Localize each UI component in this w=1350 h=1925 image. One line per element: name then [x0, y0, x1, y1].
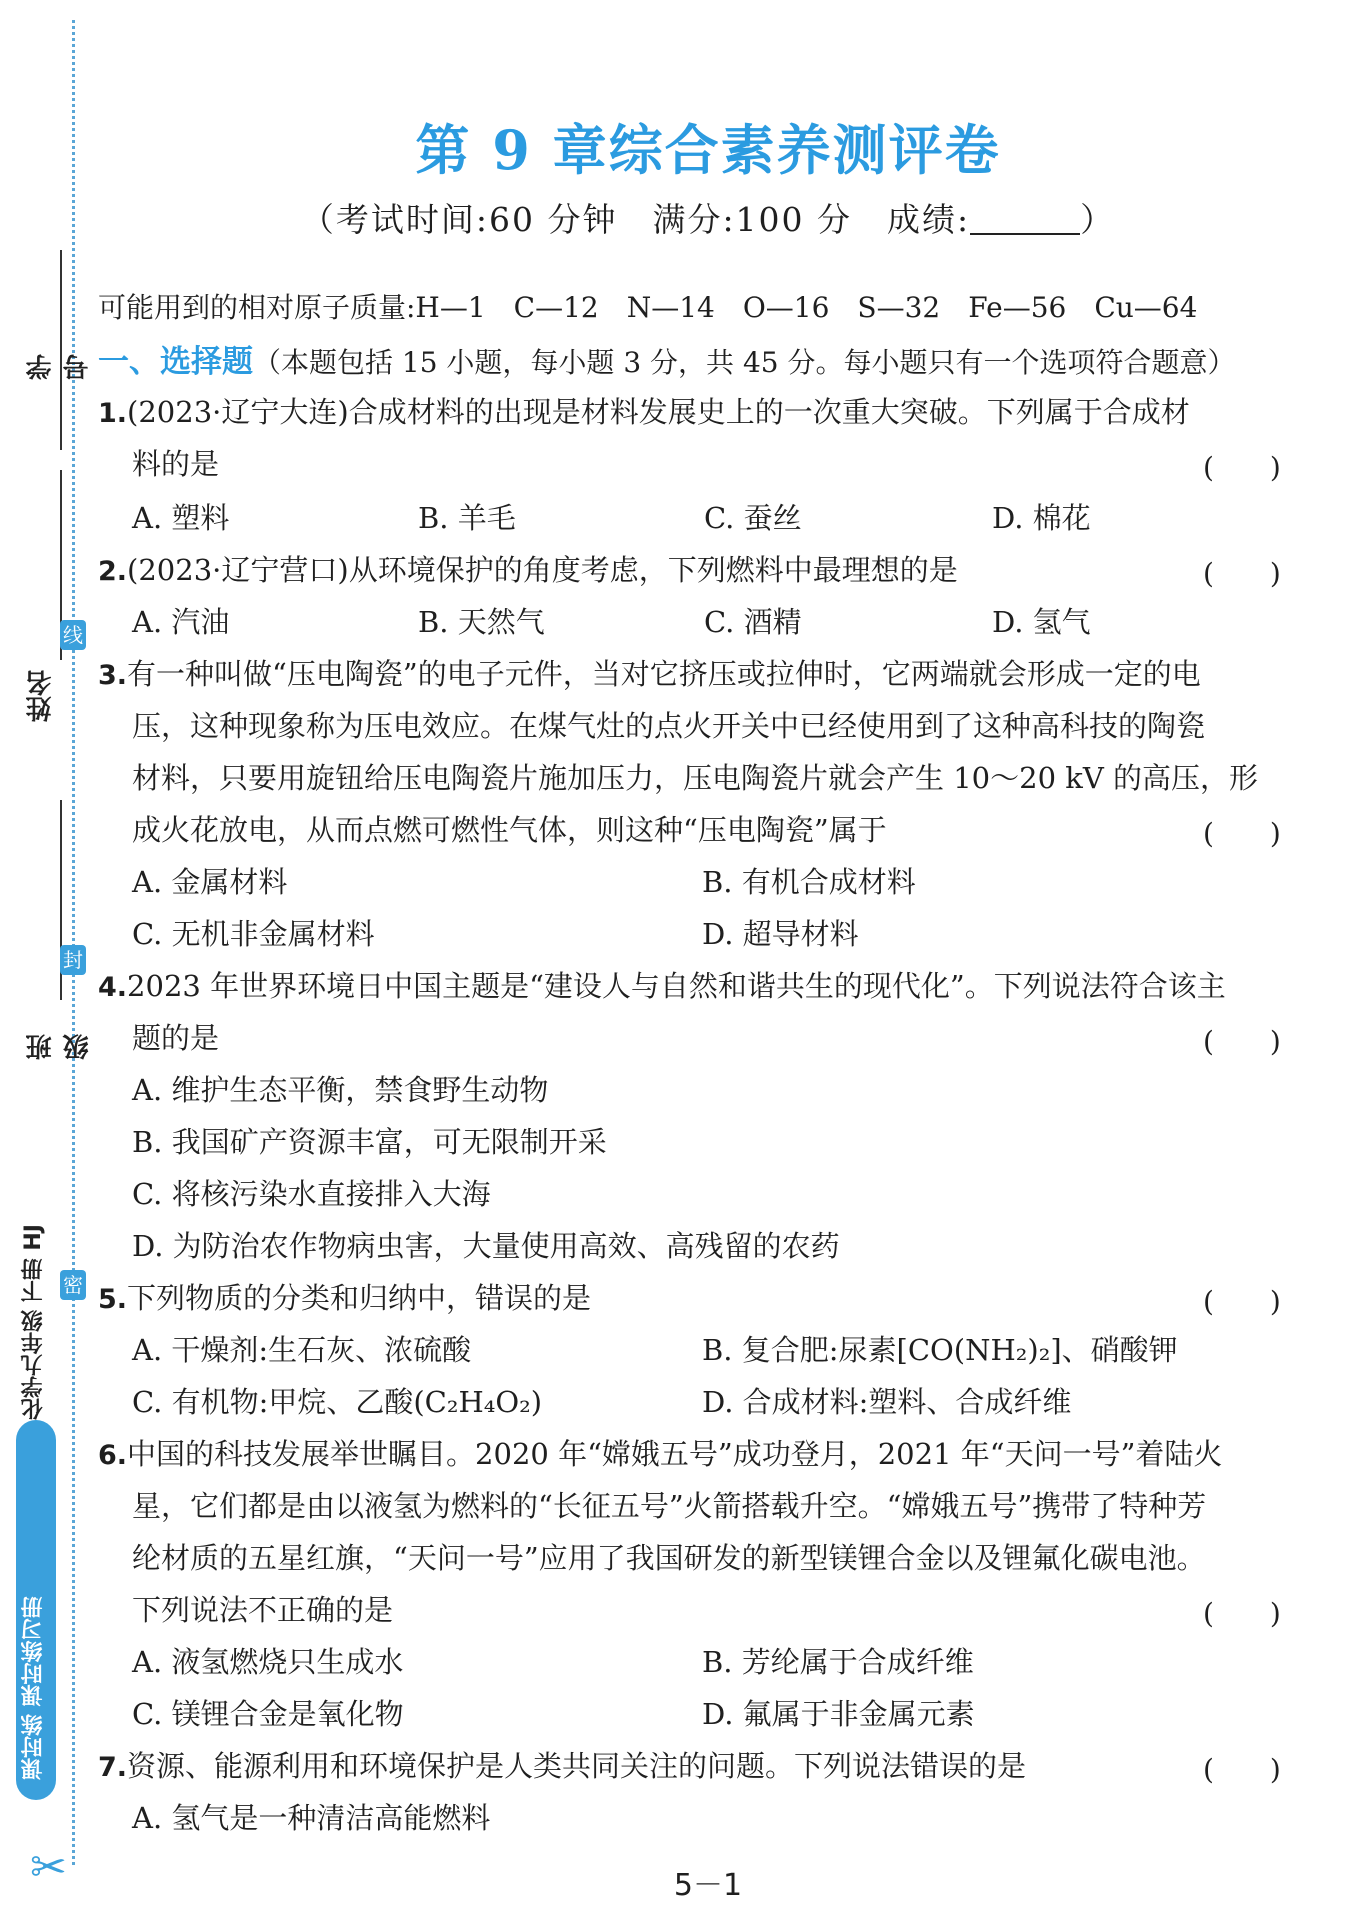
q4-option-a: A. 维护生态平衡，禁食野生动物: [132, 1073, 549, 1107]
q1-line-1: [98, 394, 1190, 432]
q5-answer-slot[interactable]: ( ): [1203, 1285, 1281, 1318]
q7-option-a: A. 氢气是一种清洁高能燃料: [132, 1801, 491, 1835]
q3-stem-4: 成火花放电，从而点燃可燃性气体，则这种“压电陶瓷”属于: [132, 813, 887, 847]
q7-line-1: [98, 1748, 1026, 1786]
q4-line-1: [98, 968, 1226, 1006]
q3-stem-2: 压，这种现象称为压电效应。在煤气灶的点火开关中已经使用到了这种高科技的陶瓷: [132, 709, 1206, 743]
q4-stem-1: 2023 年世界环境日中国主题是“建设人与自然和谐共生的现代化”。下列说法符合该主: [127, 969, 1226, 1003]
student-id-label: 学号: [26, 354, 93, 380]
page-number: 5－1: [673, 1868, 743, 1903]
q6-stem-2: 星，它们都是由以液氢为燃料的“长征五号”火箭搭载升空。“嫦娥五号”携带了特种芳: [132, 1489, 1207, 1523]
q7-answer-slot[interactable]: ( ): [1203, 1753, 1281, 1786]
q2-stem-1: (2023·辽宁营口)从环境保护的角度考虑，下列燃料中最理想的是: [127, 553, 958, 587]
q4-number: 4.: [98, 972, 128, 1003]
q6-answer-slot[interactable]: ( ): [1203, 1597, 1281, 1630]
q2-line-1: [98, 552, 958, 590]
q1-option-b: B. 羊毛: [418, 501, 516, 535]
cut-mark-xian: 线: [60, 620, 86, 650]
q5-option-b: B. 复合肥:尿素[CO(NH₂)₂]、硝酸钾: [702, 1333, 1178, 1367]
q5-option-d: D. 合成材料:塑料、合成纤维: [702, 1385, 1072, 1419]
q2-answer-slot[interactable]: ( ): [1203, 557, 1281, 590]
binding-margin: [0, 0, 100, 1925]
class-label: 班级: [26, 1034, 93, 1060]
q4-option-d: D. 为防治农作物病虫害，大量使用高效、高残留的农药: [132, 1229, 840, 1263]
cut-mark-mi: 密: [60, 1270, 86, 1300]
q3-option-b: B. 有机合成材料: [702, 865, 916, 899]
q5-option-a: A. 干燥剂:生石灰、浓硫酸: [132, 1333, 472, 1367]
q1-number: 1.: [98, 398, 128, 429]
page-title: 第 9 章综合素养测评卷: [415, 118, 1001, 182]
q6-stem-1: 中国的科技发展举世瞩目。2020 年“嫦娥五号”成功登月，2021 年“天问一号”着陆火: [127, 1437, 1223, 1471]
exam-info-close: ）: [1080, 200, 1116, 239]
name-field[interactable]: [22, 470, 62, 730]
q6-line-1: [98, 1436, 1222, 1474]
cut-dotted-line: [72, 20, 75, 1865]
q6-number: 6.: [98, 1440, 128, 1471]
q1-answer-slot[interactable]: ( ): [1203, 451, 1281, 484]
scissors-icon: ✂: [30, 1842, 67, 1893]
q5-line-1: [98, 1280, 591, 1318]
atomic-masses: 可能用到的相对原子质量:H—1 C—12 N—14 O—16 S—32 Fe—56 Cu—64: [98, 291, 1198, 324]
section-note: （本题包括 15 小题，每小题 3 分，共 45 分。每小题只有一个选项符合题意）: [253, 346, 1236, 379]
q6-option-a: A. 液氢燃烧只生成水: [132, 1645, 404, 1679]
q5-number: 5.: [98, 1284, 128, 1315]
q2-option-b: B. 天然气: [418, 605, 545, 639]
q3-option-c: C. 无机非金属材料: [132, 917, 375, 951]
q3-option-d: D. 超导材料: [702, 917, 859, 951]
q1-stem-2: 料的是: [132, 447, 220, 481]
q1-option-c: C. 蚕丝: [704, 501, 802, 535]
q7-number: 7.: [98, 1752, 128, 1783]
q2-option-c: C. 酒精: [704, 605, 802, 639]
class-field[interactable]: [22, 800, 93, 1060]
q6-option-d: D. 氟属于非金属元素: [702, 1697, 975, 1731]
q4-answer-slot[interactable]: ( ): [1203, 1025, 1281, 1058]
q3-stem-3: 材料，只要用旋钮给压电陶瓷片施加压力，压电陶瓷片就会产生 10～20 kV 的高压，形: [132, 761, 1258, 795]
exam-info-text: （考试时间:60 分钟 满分:100 分 成绩:: [300, 200, 971, 239]
q1-option-a: A. 塑料: [132, 501, 230, 535]
q6-stem-4: 下列说法不正确的是: [132, 1593, 394, 1627]
exam-info: [98, 194, 1318, 241]
cut-mark-feng: 封: [60, 945, 86, 975]
score-blank[interactable]: [970, 203, 1080, 235]
student-id-line: [60, 250, 62, 450]
q2-option-a: A. 汽油: [132, 605, 230, 639]
name-label: 姓名: [26, 670, 56, 722]
q7-stem-1: 资源、能源利用和环境保护是人类共同关注的问题。下列说法错误的是: [127, 1749, 1027, 1783]
q1-stem-1: (2023·辽宁大连)合成材料的出现是材料发展史上的一次重大突破。下列属于合成材: [127, 395, 1190, 429]
student-id-field[interactable]: [22, 120, 93, 380]
q4-option-c: C. 将核污染水直接排入大海: [132, 1177, 491, 1211]
q6-option-b: B. 芳纶属于合成纤维: [702, 1645, 974, 1679]
q3-number: 3.: [98, 660, 128, 691]
q2-number: 2.: [98, 556, 128, 587]
q4-stem-2: 题的是: [132, 1021, 220, 1055]
q2-option-d: D. 氢气: [992, 605, 1091, 639]
q3-stem-1: 有一种叫做“压电陶瓷”的电子元件，当对它挤压或拉伸时，它两端就会形成一定的电: [127, 657, 1201, 691]
q6-option-c: C. 镁锂合金是氧化物: [132, 1697, 404, 1731]
q5-stem-1: 下列物质的分类和归纳中，错误的是: [127, 1281, 592, 1315]
q1-option-d: D. 棉花: [992, 501, 1091, 535]
section-title: 一、选择题: [98, 344, 253, 380]
q3-line-1: [98, 656, 1201, 694]
q4-option-b: B. 我国矿产资源丰富，可无限制开采: [132, 1125, 607, 1159]
section-header: [98, 336, 1235, 381]
q3-answer-slot[interactable]: ( ): [1203, 817, 1281, 850]
q5-option-c: C. 有机物:甲烷、乙酸(C₂H₄O₂): [132, 1385, 543, 1419]
book-info-text: 化学九年级 下册 HJ: [21, 1224, 46, 1420]
q3-option-a: A. 金属材料: [132, 865, 288, 899]
q6-stem-3: 纶材质的五星红旗，“天问一号”应用了我国研发的新型镁锂合金以及锂氟化碳电池。: [132, 1541, 1206, 1575]
book-series-text: 课时练 课时练习册: [21, 1596, 46, 1780]
